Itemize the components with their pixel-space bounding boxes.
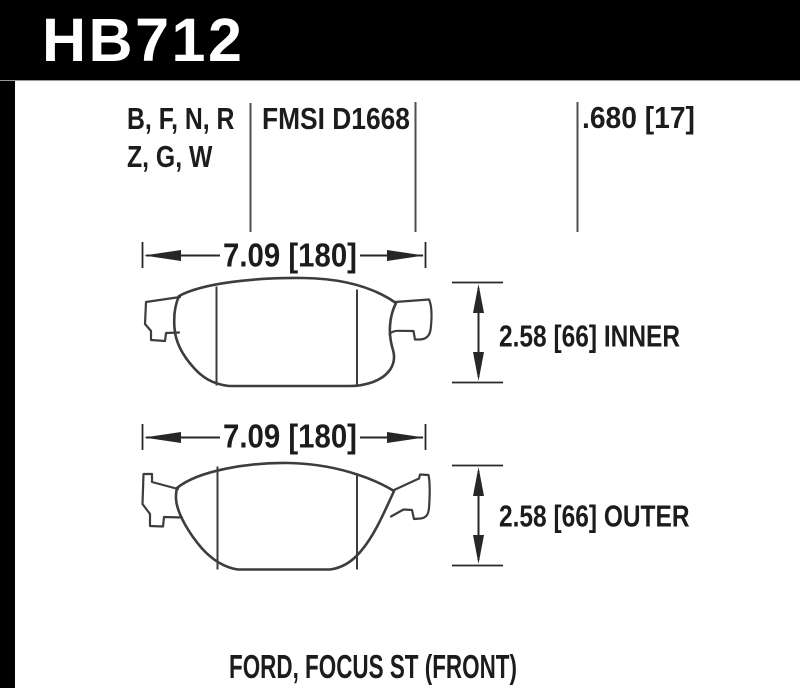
arrow-right-icon	[387, 432, 424, 443]
outer-pad-outline	[176, 463, 394, 570]
compound-codes	[127, 100, 234, 176]
outer-height-dimension	[452, 466, 503, 566]
compound-codes-line2: Z, G, W	[127, 139, 213, 174]
pad-drawing-outer	[143, 463, 430, 570]
outer-width-label: 7.09 [180]	[223, 417, 357, 455]
arrow-down-icon	[473, 352, 484, 381]
compound-codes-line1: B, F, N, R	[127, 101, 235, 136]
application-label: FORD, FOCUS ST (FRONT)	[229, 648, 517, 685]
pad-drawing-inner	[145, 278, 431, 386]
left-border-bar	[0, 0, 15, 688]
arrow-left-icon	[144, 432, 181, 443]
arrow-down-icon	[473, 535, 484, 564]
inner-width-label: 7.09 [180]	[223, 236, 357, 274]
fmsi-number: FMSI D1668	[262, 101, 410, 136]
pad-thickness: .680 [17]	[582, 100, 695, 135]
arrow-up-icon	[473, 467, 484, 496]
inner-pad-outline	[174, 278, 396, 386]
header-band	[0, 0, 800, 81]
outer-pad-right-ear	[391, 475, 430, 520]
part-number: HB712	[42, 5, 245, 74]
arrow-right-icon	[387, 250, 424, 261]
arrow-left-icon	[144, 250, 181, 261]
inner-height-dimension	[452, 283, 503, 383]
arrow-up-icon	[473, 284, 484, 313]
outer-height-label: 2.58 [66] OUTER	[499, 498, 690, 534]
inner-height-label: 2.58 [66] INNER	[499, 318, 681, 354]
